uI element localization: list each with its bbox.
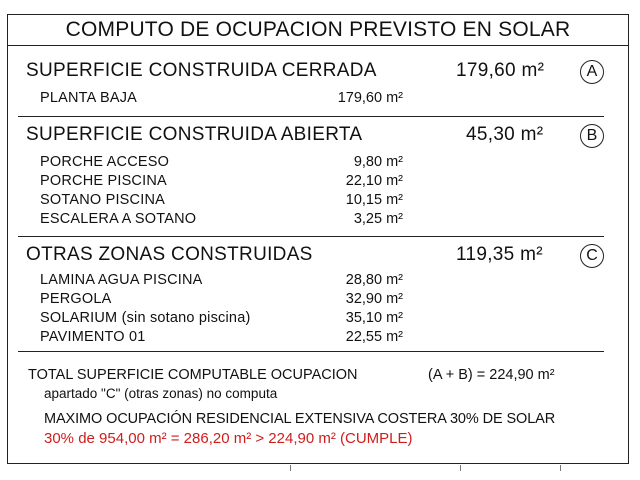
section-a-total: 179,60 m² <box>456 60 545 81</box>
section-c-heading: OTRAS ZONAS CONSTRUIDAS <box>26 244 313 265</box>
section-b-heading: SUPERFICIE CONSTRUIDA ABIERTA <box>26 124 363 145</box>
divider <box>18 351 604 352</box>
section-c-total: 119,35 m² <box>456 244 543 265</box>
section-c-row-label: LAMINA AGUA PISCINA <box>40 272 203 288</box>
section-b-row-value: 3,25 m² <box>353 211 403 227</box>
tick-mark <box>560 465 561 471</box>
tick-mark <box>460 465 461 471</box>
section-b-marker: B <box>580 124 604 148</box>
section-a-heading: SUPERFICIE CONSTRUIDA CERRADA <box>26 60 377 81</box>
section-b-row-label: PORCHE ACCESO <box>40 154 170 170</box>
section-b-row-label: PORCHE PISCINA <box>40 173 167 189</box>
section-a-row-value: 179,60 m² <box>337 90 403 106</box>
section-c-row-value: 32,90 m² <box>345 291 403 307</box>
section-b-row-label: SOTANO PISCINA <box>40 192 165 208</box>
max-occupation-label: MAXIMO OCUPACIÓN RESIDENCIAL EXTENSIVA COSTERA 30% DE SOLAR <box>44 411 556 427</box>
summary-formula: (A + B) = 224,90 m² <box>428 367 555 383</box>
section-c-row-value: 35,10 m² <box>345 310 403 326</box>
tick-mark <box>290 465 291 471</box>
compliance-check: 30% de 954,00 m² = 286,20 m² > 224,90 m² (CUMPLE) <box>44 430 413 447</box>
section-c-row-label: PAVIMENTO 01 <box>40 329 146 345</box>
section-b-row-value: 9,80 m² <box>353 154 403 170</box>
divider <box>18 116 604 117</box>
divider <box>18 236 604 237</box>
section-c-marker: C <box>580 244 604 268</box>
section-b-row-value: 22,10 m² <box>345 173 403 189</box>
summary-note: apartado "C" (otras zonas) no computa <box>44 386 278 401</box>
section-b-row-label: ESCALERA A SOTANO <box>40 211 197 227</box>
section-c-row-value: 28,80 m² <box>345 272 403 288</box>
summary-label: TOTAL SUPERFICIE COMPUTABLE OCUPACION <box>28 367 358 383</box>
section-c-row-value: 22,55 m² <box>345 329 403 345</box>
section-c-row-label: SOLARIUM (sin sotano piscina) <box>40 310 251 326</box>
section-a-marker: A <box>580 60 604 84</box>
page-title: COMPUTO DE OCUPACION PREVISTO EN SOLAR <box>7 14 629 46</box>
section-b-total: 45,30 m² <box>466 124 544 145</box>
section-b-row-value: 10,15 m² <box>345 192 403 208</box>
section-a-row-label: PLANTA BAJA <box>40 90 138 106</box>
section-c-row-label: PERGOLA <box>40 291 112 307</box>
